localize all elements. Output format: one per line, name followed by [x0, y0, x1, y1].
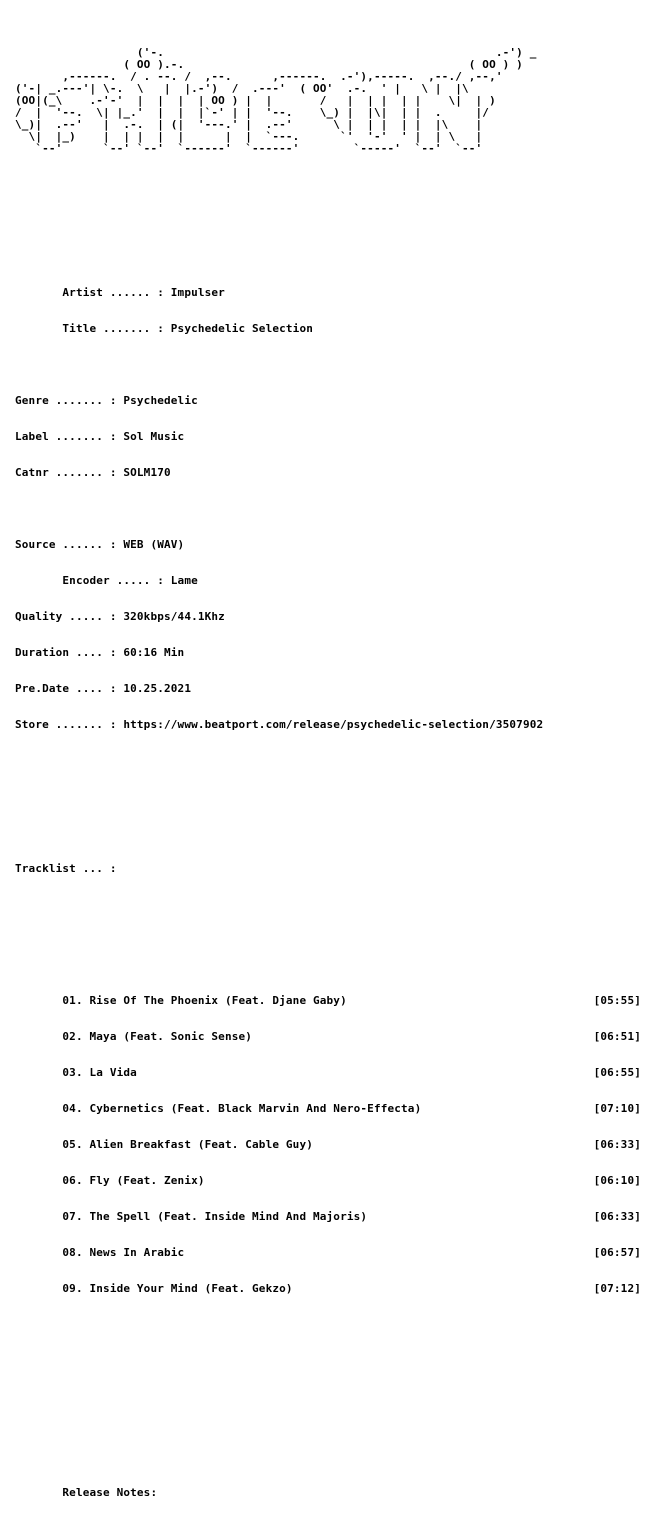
track-title: 09. Inside Your Mind (Feat. Gekzo)	[15, 1282, 293, 1295]
track-row	[15, 1067, 641, 1079]
source-line: Source ...... : WEB (WAV)	[15, 538, 185, 551]
track-row	[15, 1103, 641, 1115]
track-row	[15, 1175, 641, 1187]
track-time: [06:57]	[593, 1246, 641, 1259]
track-title: 05. Alien Breakfast (Feat. Cable Guy)	[15, 1138, 313, 1151]
track-row	[15, 1031, 641, 1043]
track-title: 02. Maya (Feat. Sonic Sense)	[15, 1030, 253, 1043]
track-title: 08. News In Arabic	[15, 1246, 185, 1259]
track-title: 06. Fly (Feat. Zenix)	[15, 1174, 205, 1187]
falcon-ascii-logo: ('-. .-') _ ( OO ).-. ( OO ) ) ,------. / . --. / ,--. ,------. .-'),-----. ,--./ ,--,' ('-| _.---'| \-. \ | |.-') / .---' ( OO' .-. ' | \ | |\ (OO|(_\ .-'-' | | | | OO ) | | / | | | | | \| | ) / | '--. \| |_.' | | |`-' | | '--. \_) | |\| | | . |/ \_)| .--' | .-. | (| '---.' | .--' \ | | | | | |\ | \| |_) | | | | | | | `---. `' '-' ' | | \ | `--' `--' `--' `------' `------' `-----' `--' `--'	[15, 46, 537, 155]
encoder-line: Encoder ..... : Lame	[15, 574, 198, 587]
track-row	[15, 1211, 641, 1223]
store-link[interactable]: Store ....... : https://www.beatport.com/release/psychedelic-selection/3507902	[15, 718, 544, 731]
quality-line: Quality ..... : 320kbps/44.1Khz	[15, 610, 225, 623]
track-row	[15, 1247, 641, 1259]
genre-line: Genre ....... : Psychedelic	[15, 394, 198, 407]
track-row	[15, 995, 641, 1007]
label-line: Label ....... : Sol Music	[15, 430, 185, 443]
tracklist	[15, 971, 641, 1319]
title-line: Title ....... : Psychedelic Selection	[15, 322, 313, 335]
track-time: [07:12]	[593, 1282, 641, 1295]
duration-line: Duration .... : 60:16 Min	[15, 646, 185, 659]
track-time: [06:10]	[593, 1174, 641, 1187]
track-time: [06:51]	[593, 1030, 641, 1043]
track-time: [06:33]	[593, 1210, 641, 1223]
release-notes-heading: Release Notes:	[15, 1486, 158, 1499]
artist-line: Artist ...... : Impulser	[15, 286, 225, 299]
track-time: [07:10]	[593, 1102, 641, 1115]
track-title: 03. La Vida	[15, 1066, 137, 1079]
track-row	[15, 1139, 641, 1151]
track-time: [05:55]	[593, 994, 641, 1007]
track-title: 04. Cybernetics (Feat. Black Marvin And Nero-Effecta)	[15, 1102, 422, 1115]
track-row	[15, 1283, 641, 1295]
catnr-line: Catnr ....... : SOLM170	[15, 466, 171, 479]
track-time: [06:33]	[593, 1138, 641, 1151]
predate-line: Pre.Date .... : 10.25.2021	[15, 682, 192, 695]
track-title: 07. The Spell (Feat. Inside Mind And Majoris)	[15, 1210, 368, 1223]
track-title: 01. Rise Of The Phoenix (Feat. Djane Gaby)	[15, 994, 347, 1007]
track-time: [06:55]	[593, 1066, 641, 1079]
nfo-text	[15, 23, 641, 1523]
tracklist-heading: Tracklist ... :	[15, 862, 117, 875]
